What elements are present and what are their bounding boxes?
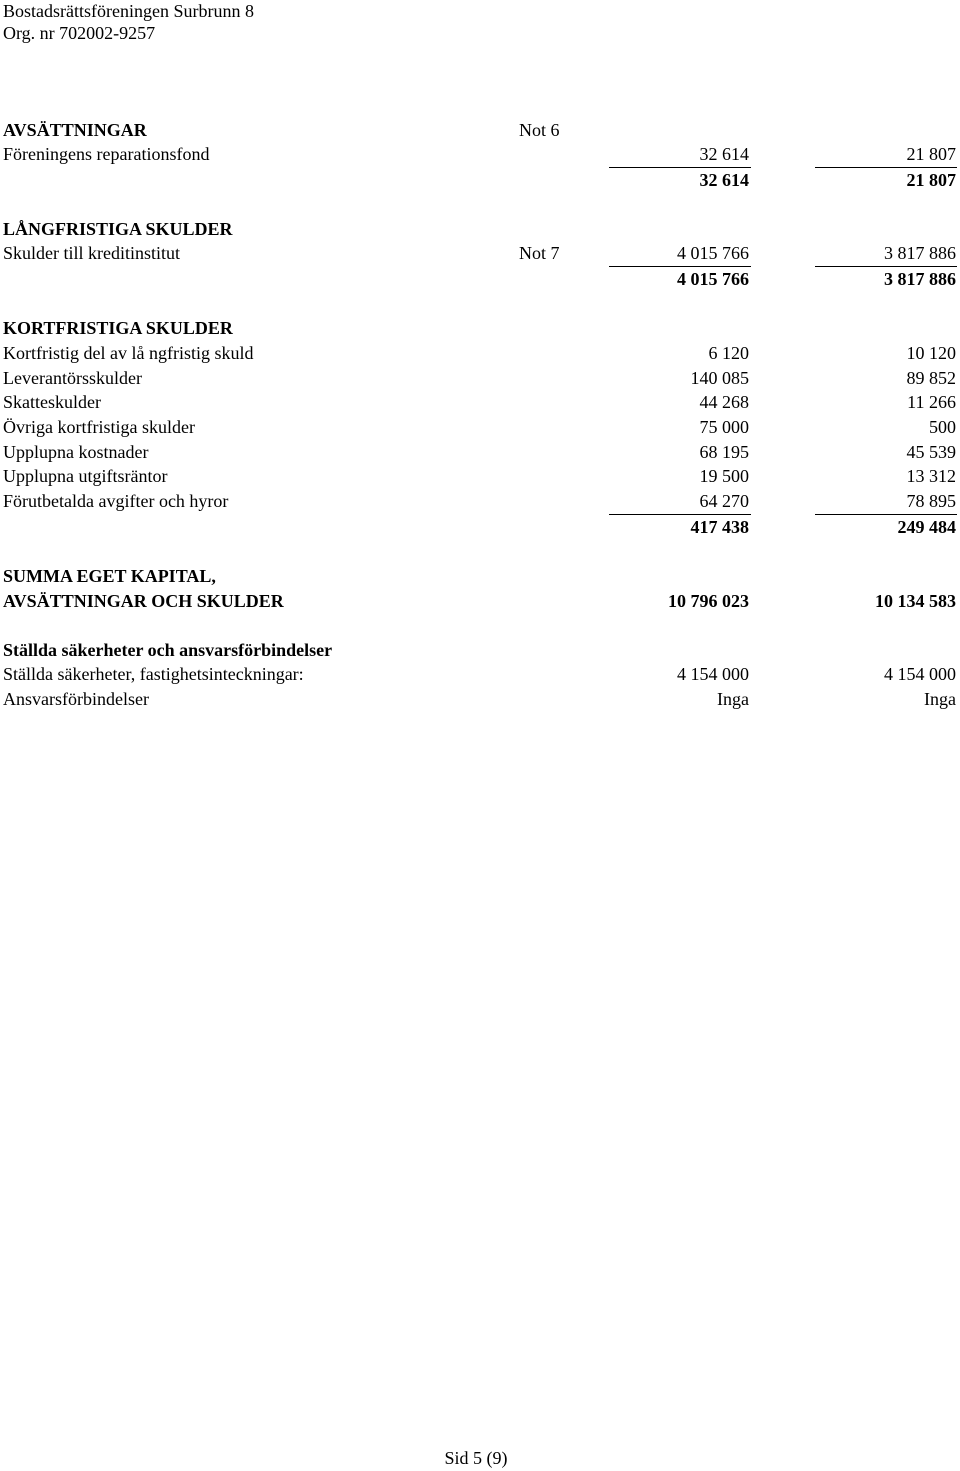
row-label: Upplupna utgiftsräntor [3,466,168,486]
section-heading: AVSÄTTNINGAR [3,120,147,140]
current-year-value: Inga [717,689,749,709]
previous-year-grand-total: 10 134 583 [875,591,956,611]
page-footer [0,1446,960,1470]
previous-year-value: Inga [924,689,956,709]
current-year-grand-total: 10 796 023 [668,591,749,611]
grand-total-label-line2: AVSÄTTNINGAR OCH SKULDER [3,591,284,611]
current-year-value: 19 500 [699,466,749,486]
current-year-total: 417 438 [690,517,749,537]
section-heading: LÅNGFRISTIGA SKULDER [3,219,233,239]
table-row [0,341,960,365]
row-label: Ansvarsförbindelser [3,689,149,709]
organization-name: Bostadsrättsföreningen Surbrunn 8 [3,1,254,21]
langfristiga-heading-row [0,217,960,241]
current-year-value: 64 270 [699,491,749,511]
table-row [0,464,960,488]
organization-number: Org. nr 702002-9257 [3,23,156,43]
table-row [0,687,960,711]
current-year-value: 6 120 [708,343,749,363]
row-label: Ställda säkerheter, fastighetsinteckningar: [3,664,304,684]
previous-year-value: 78 895 [906,491,956,511]
table-row [0,662,960,686]
current-year-value: 4 015 766 [677,243,749,263]
table-row [0,142,960,166]
row-label: Föreningens reparationsfond [3,144,210,164]
row-label: Upplupna kostnader [3,442,149,462]
previous-year-total: 21 807 [906,170,956,190]
current-year-value: 32 614 [699,144,749,164]
row-label: Kortfristig del av lå ngfristig skuld [3,343,254,363]
row-label: Skulder till kreditinstitut [3,243,180,263]
table-row [0,366,960,390]
table-row [0,415,960,439]
row-label: Skatteskulder [3,392,101,412]
previous-year-value: 45 539 [906,442,956,462]
current-year-value: 4 154 000 [677,664,749,684]
previous-year-value: 21 807 [906,144,956,164]
pledged-assets-heading-row [0,638,960,662]
previous-year-value: 10 120 [906,343,956,363]
previous-year-total: 249 484 [897,517,956,537]
current-year-total: 4 015 766 [677,269,749,289]
section-heading: Ställda säkerheter och ansvarsförbindelser [3,640,333,660]
kortfristiga-heading-row [0,316,960,340]
previous-year-total: 3 817 886 [884,269,956,289]
avsattningar-heading-row [0,118,960,142]
previous-year-value: 500 [929,417,956,437]
current-year-value: 140 085 [690,368,749,388]
note-reference: Not 6 [519,120,560,140]
table-row [0,390,960,414]
previous-year-value: 11 266 [907,392,956,412]
subtotal-row [0,515,960,539]
table-row [0,241,960,265]
grand-total-row [0,589,960,613]
page-number: Sid 5 (9) [444,1448,508,1468]
row-label: Övriga kortfristiga skulder [3,417,195,437]
previous-year-value: 3 817 886 [884,243,956,263]
table-row [0,489,960,513]
table-row [0,440,960,464]
row-label: Leverantörsskulder [3,368,142,388]
section-heading: KORTFRISTIGA SKULDER [3,318,233,338]
grand-total-heading-row [0,564,960,588]
previous-year-value: 4 154 000 [884,664,956,684]
current-year-value: 68 195 [699,442,749,462]
current-year-value: 75 000 [699,417,749,437]
note-reference: Not 7 [519,243,560,263]
row-label: Förutbetalda avgifter och hyror [3,491,229,511]
previous-year-value: 89 852 [906,368,956,388]
current-year-value: 44 268 [699,392,749,412]
grand-total-label-line1: SUMMA EGET KAPITAL, [3,566,216,586]
previous-year-value: 13 312 [906,466,956,486]
subtotal-row [0,267,960,291]
subtotal-row [0,168,960,192]
current-year-total: 32 614 [699,170,749,190]
